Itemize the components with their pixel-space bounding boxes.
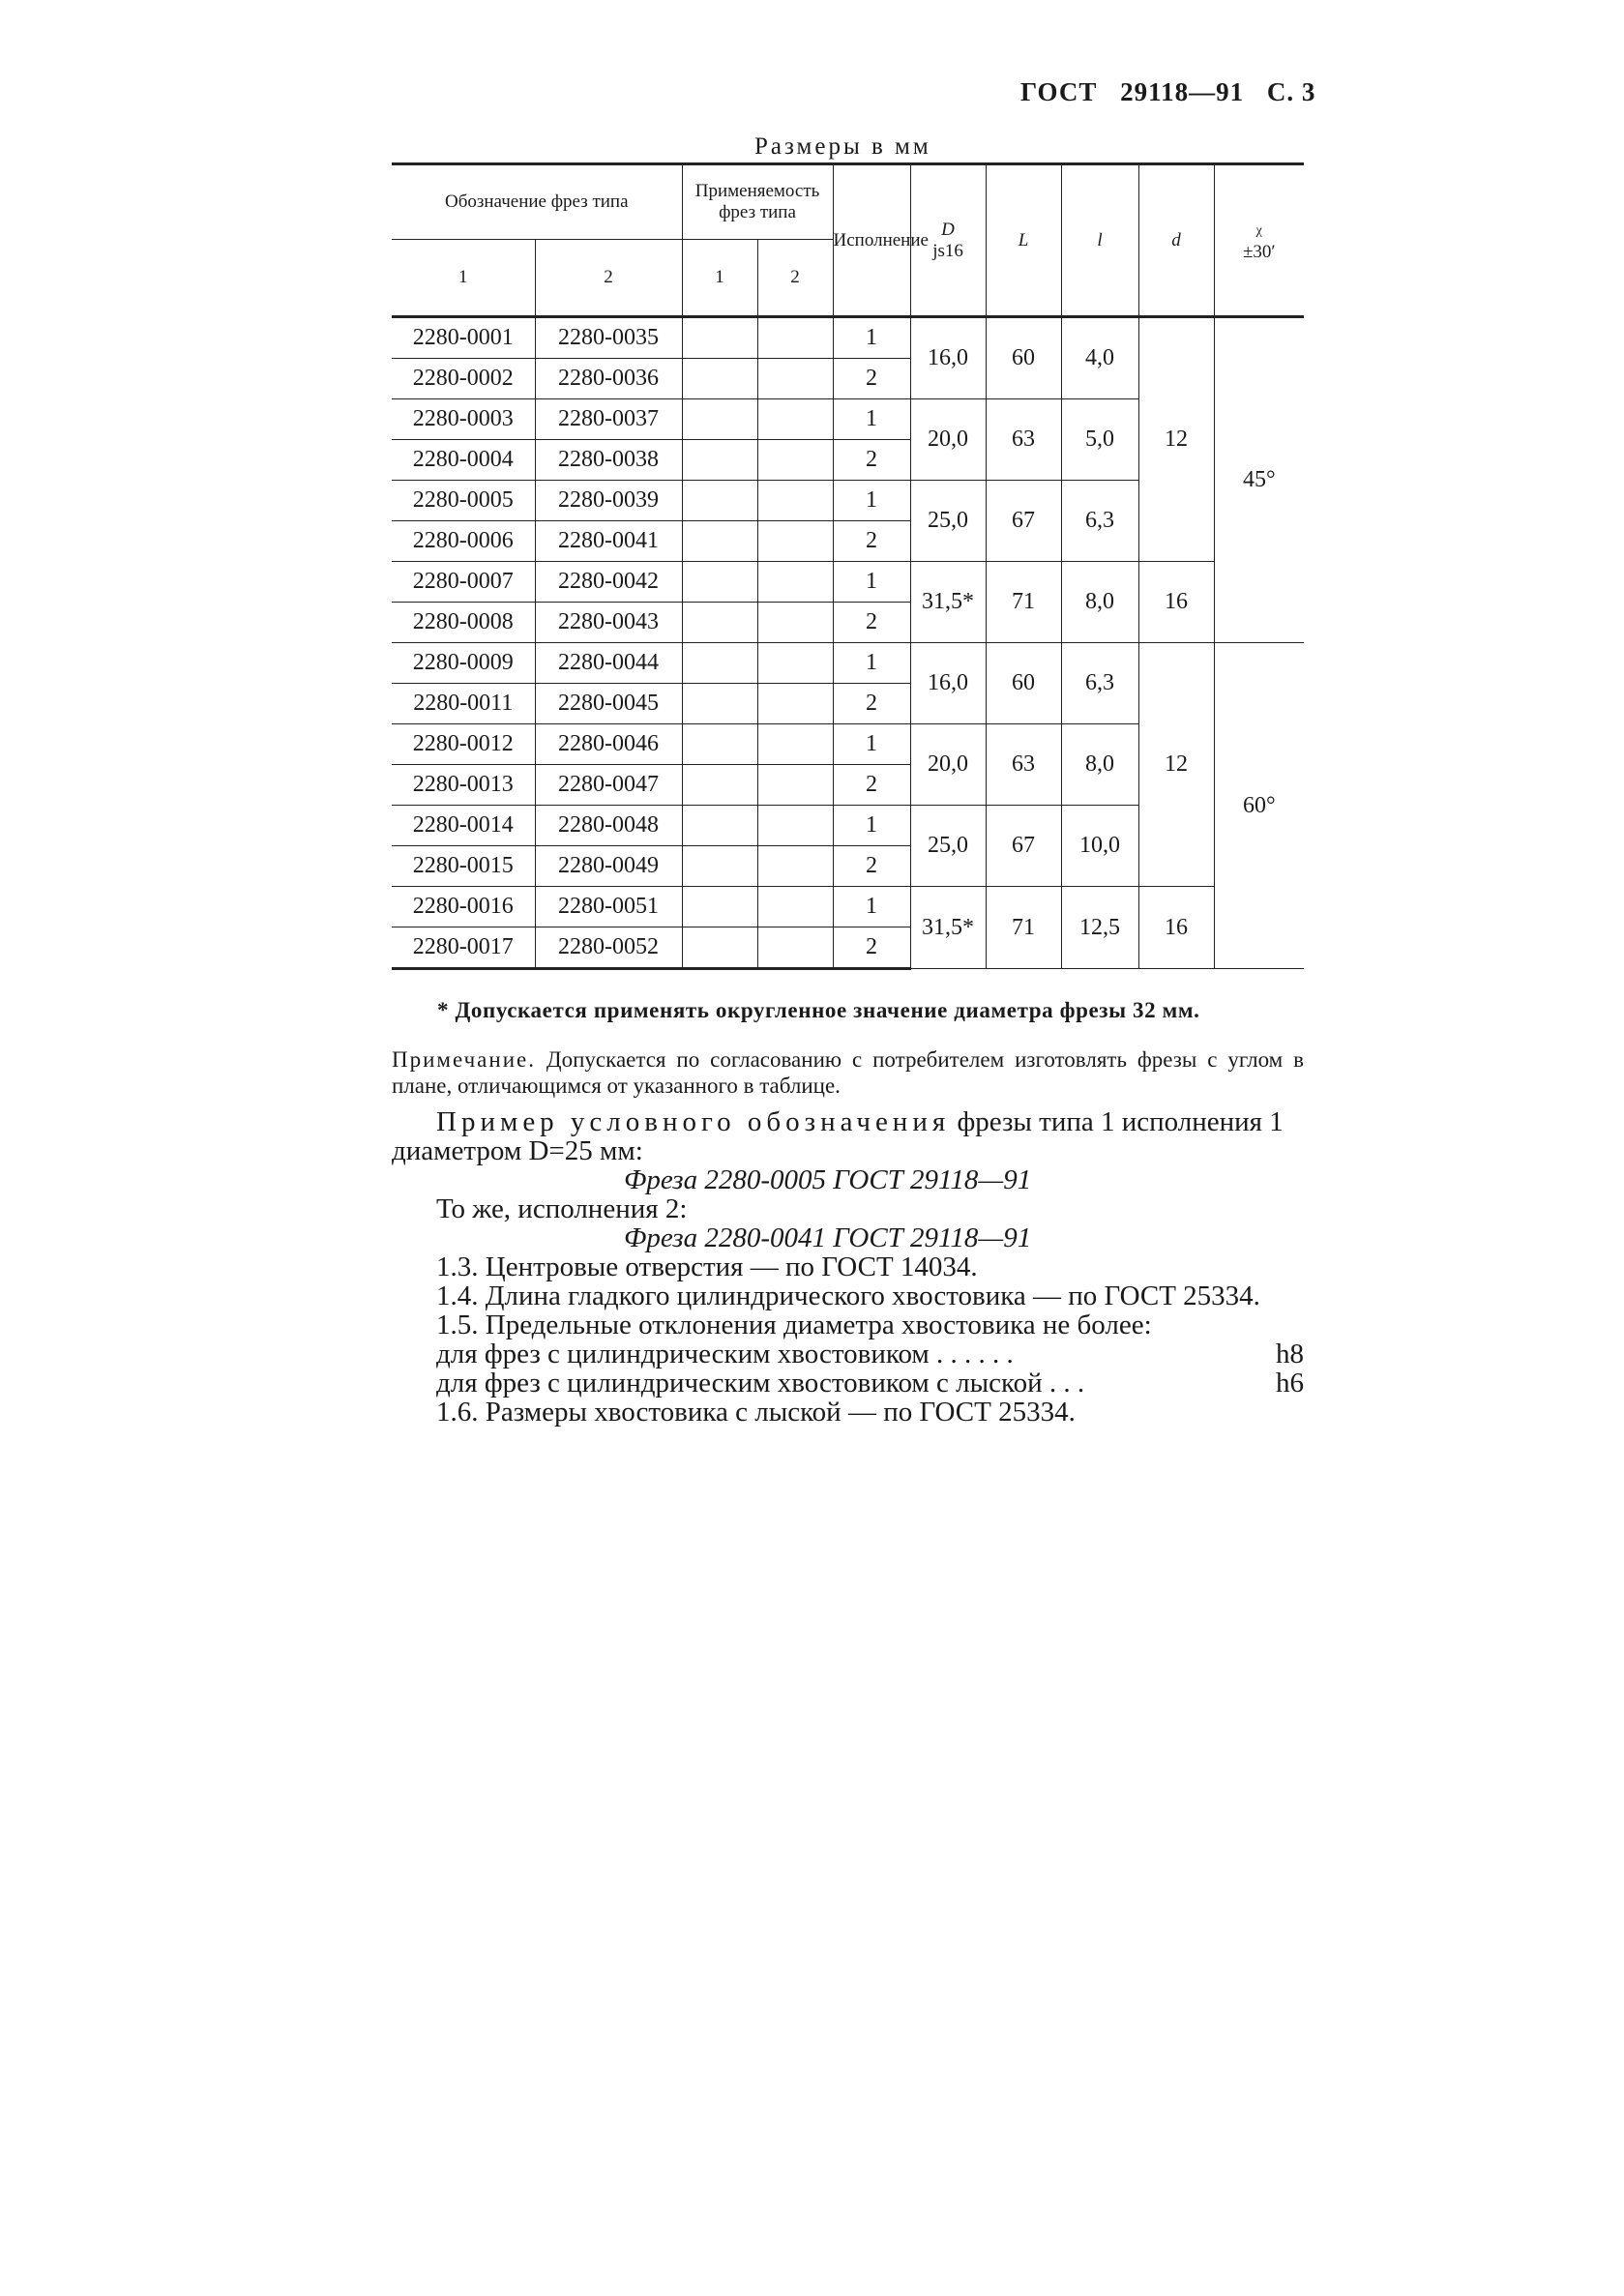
cell-applicability-type-2 — [757, 684, 833, 724]
cell-designation-type-2: 2280-0037 — [535, 399, 682, 440]
cell-angle: 45° — [1214, 317, 1304, 643]
cell-version: 1 — [833, 724, 910, 765]
cell-applicability-type-1 — [682, 603, 757, 643]
cell-D: 20,0 — [910, 724, 986, 806]
cell-designation-type-1: 2280-0009 — [392, 643, 535, 684]
cell-l: 4,0 — [1061, 317, 1138, 399]
cell-version: 1 — [833, 887, 910, 927]
cell-d: 16 — [1138, 562, 1214, 643]
cell-designation-type-1: 2280-0007 — [392, 562, 535, 603]
cell-version: 1 — [833, 317, 910, 359]
cell-applicability-type-1 — [682, 317, 757, 359]
cell-D: 20,0 — [910, 399, 986, 481]
header-l — [1061, 164, 1138, 317]
table-row — [392, 887, 1304, 927]
cell-version: 2 — [833, 846, 910, 887]
cell-applicability-type-1 — [682, 806, 757, 846]
cell-applicability-type-1 — [682, 643, 757, 684]
cell-d: 12 — [1138, 317, 1214, 562]
cell-designation-type-1: 2280-0008 — [392, 603, 535, 643]
cell-applicability-type-1 — [682, 927, 757, 969]
header-L-symbol: L — [1018, 229, 1029, 250]
tolerance-row-cylindrical — [392, 1339, 1304, 1369]
cell-applicability-type-1 — [682, 846, 757, 887]
cell-designation-type-1: 2280-0013 — [392, 765, 535, 806]
clause-1-5: 1.5. Предельные отклонения диаметра хвостовика не более: — [436, 1310, 1152, 1340]
cell-applicability-type-1 — [682, 440, 757, 481]
page-header — [1020, 77, 1331, 107]
cell-designation-type-2: 2280-0038 — [535, 440, 682, 481]
cell-D: 31,5* — [910, 887, 986, 969]
header-app-type-1: 1 — [682, 240, 757, 317]
header-D-tolerance: js16 — [932, 240, 963, 261]
cell-D: 16,0 — [910, 317, 986, 399]
cell-designation-type-1: 2280-0017 — [392, 927, 535, 969]
cell-L: 60 — [986, 643, 1061, 724]
cell-L: 71 — [986, 562, 1061, 643]
header-D-symbol: D — [941, 219, 955, 240]
cell-L: 67 — [986, 481, 1061, 562]
cell-applicability-type-2 — [757, 603, 833, 643]
cell-version: 2 — [833, 440, 910, 481]
cell-applicability-type-2 — [757, 806, 833, 846]
cell-applicability-type-2 — [757, 399, 833, 440]
dimensions-table — [392, 162, 1304, 970]
cell-designation-type-1: 2280-0002 — [392, 359, 535, 399]
cell-designation-type-2: 2280-0045 — [535, 684, 682, 724]
header-page: С. 3 — [1266, 77, 1316, 106]
cell-d: 16 — [1138, 887, 1214, 969]
cell-designation-type-2: 2280-0046 — [535, 724, 682, 765]
cell-version: 1 — [833, 806, 910, 846]
cell-l: 6,3 — [1061, 643, 1138, 724]
tolerance-label-flat: для фрез с цилиндрическим хвостовиком с лыской . . . — [436, 1368, 1085, 1398]
cell-l: 10,0 — [1061, 806, 1138, 887]
header-l-symbol: l — [1097, 229, 1103, 250]
cell-applicability-type-2 — [757, 359, 833, 399]
footnote: * Допускается применять округленное значение диаметра фрезы 32 мм. — [437, 998, 1200, 1022]
cell-designation-type-1: 2280-0014 — [392, 806, 535, 846]
cell-version: 1 — [833, 562, 910, 603]
cell-D: 25,0 — [910, 481, 986, 562]
header-design-type-2: 2 — [535, 240, 682, 317]
table-row — [392, 317, 1304, 359]
cell-applicability-type-1 — [682, 765, 757, 806]
cell-designation-type-1: 2280-0006 — [392, 521, 535, 562]
clause-1-4: 1.4. Длина гладкого цилиндрического хвостовика — по ГОСТ 25334. — [436, 1280, 1260, 1311]
clause-1-3: 1.3. Центровые отверстия — по ГОСТ 14034. — [436, 1251, 978, 1282]
cell-designation-type-2: 2280-0041 — [535, 521, 682, 562]
cell-designation-type-2: 2280-0039 — [535, 481, 682, 521]
cell-designation-type-2: 2280-0042 — [535, 562, 682, 603]
cell-designation-type-2: 2280-0035 — [535, 317, 682, 359]
tolerance-row-flat — [392, 1369, 1304, 1398]
designation-example-2: Фреза 2280-0041 ГОСТ 29118—91 — [624, 1222, 1032, 1253]
cell-designation-type-1: 2280-0005 — [392, 481, 535, 521]
example-intro-spaced: Пример условного обозначения — [436, 1106, 951, 1137]
designation-example-1: Фреза 2280-0005 ГОСТ 29118—91 — [624, 1164, 1032, 1195]
cell-L: 71 — [986, 887, 1061, 969]
cell-D: 31,5* — [910, 562, 986, 643]
cell-L: 67 — [986, 806, 1061, 887]
note — [392, 1046, 1304, 1099]
cell-designation-type-2: 2280-0043 — [535, 603, 682, 643]
tolerance-label-cylindrical: для фрез с цилиндрическим хвостовиком . . . . . . — [436, 1339, 1014, 1369]
cell-applicability-type-1 — [682, 521, 757, 562]
cell-version: 1 — [833, 643, 910, 684]
header-angle-tolerance: ±30′ — [1242, 241, 1276, 262]
cell-designation-type-1: 2280-0016 — [392, 887, 535, 927]
cell-designation-type-2: 2280-0051 — [535, 887, 682, 927]
cell-l: 6,3 — [1061, 481, 1138, 562]
cell-version: 2 — [833, 765, 910, 806]
cell-applicability-type-2 — [757, 481, 833, 521]
cell-L: 63 — [986, 399, 1061, 481]
header-version: Исполнение — [833, 164, 910, 317]
cell-l: 8,0 — [1061, 562, 1138, 643]
header-number: 29118—91 — [1120, 77, 1245, 106]
cell-l: 8,0 — [1061, 724, 1138, 806]
example-intro-rest: фрезы типа 1 исполнения 1 диаметром D=25 мм: — [392, 1106, 1284, 1166]
cell-designation-type-1: 2280-0011 — [392, 684, 535, 724]
cell-applicability-type-1 — [682, 359, 757, 399]
cell-version: 2 — [833, 603, 910, 643]
cell-L: 63 — [986, 724, 1061, 806]
cell-applicability-type-2 — [757, 643, 833, 684]
cell-D: 25,0 — [910, 806, 986, 887]
header-app-type-2: 2 — [757, 240, 833, 317]
cell-designation-type-1: 2280-0012 — [392, 724, 535, 765]
header-d — [1138, 164, 1214, 317]
cell-applicability-type-1 — [682, 724, 757, 765]
header-design-type-1: 1 — [392, 240, 535, 317]
cell-version: 2 — [833, 927, 910, 969]
units-caption: Размеры в мм — [754, 133, 931, 160]
cell-D: 16,0 — [910, 643, 986, 724]
cell-version: 1 — [833, 399, 910, 440]
cell-designation-type-2: 2280-0036 — [535, 359, 682, 399]
cell-applicability-type-2 — [757, 927, 833, 969]
cell-applicability-type-2 — [757, 724, 833, 765]
clause-1-6: 1.6. Размеры хвостовика с лыской — по ГОСТ 25334. — [436, 1397, 1076, 1428]
cell-applicability-type-1 — [682, 562, 757, 603]
cell-applicability-type-2 — [757, 562, 833, 603]
cell-d: 12 — [1138, 643, 1214, 887]
same-version-2: То же, исполнения 2: — [436, 1193, 688, 1224]
cell-designation-type-1: 2280-0003 — [392, 399, 535, 440]
table-row — [392, 562, 1304, 603]
header-standard: ГОСТ — [1020, 77, 1098, 106]
cell-designation-type-1: 2280-0001 — [392, 317, 535, 359]
cell-applicability-type-2 — [757, 521, 833, 562]
cell-designation-type-1: 2280-0015 — [392, 846, 535, 887]
cell-version: 1 — [833, 481, 910, 521]
cell-applicability-type-1 — [682, 481, 757, 521]
cell-version: 2 — [833, 359, 910, 399]
header-angle-symbol: χ — [1255, 222, 1262, 238]
cell-designation-type-2: 2280-0049 — [535, 846, 682, 887]
note-text: Допускается по согласованию с потребителем изготовлять фрезы с углом в плане, отличающимся от указанного в таблице. — [392, 1047, 1305, 1098]
cell-designation-type-2: 2280-0047 — [535, 765, 682, 806]
dimensions-table-wrap — [392, 162, 1304, 970]
header-applicability-group: Применяемость фрез типа — [682, 164, 833, 240]
cell-applicability-type-1 — [682, 887, 757, 927]
cell-applicability-type-2 — [757, 846, 833, 887]
header-L — [986, 164, 1061, 317]
cell-applicability-type-2 — [757, 887, 833, 927]
note-label: Примечание. — [392, 1047, 536, 1072]
tolerance-value-cylindrical: h8 — [1276, 1339, 1304, 1369]
header-angle — [1214, 164, 1304, 317]
body-text — [392, 1107, 1304, 1427]
tolerance-value-flat: h6 — [1276, 1368, 1304, 1398]
cell-angle: 60° — [1214, 643, 1304, 969]
cell-applicability-type-2 — [757, 440, 833, 481]
table-row — [392, 643, 1304, 684]
header-d-symbol: d — [1171, 229, 1181, 250]
header-designation-group: Обозначение фрез типа — [392, 164, 682, 240]
cell-version: 2 — [833, 684, 910, 724]
cell-applicability-type-2 — [757, 765, 833, 806]
cell-designation-type-2: 2280-0052 — [535, 927, 682, 969]
cell-designation-type-2: 2280-0044 — [535, 643, 682, 684]
cell-l: 12,5 — [1061, 887, 1138, 969]
cell-designation-type-2: 2280-0048 — [535, 806, 682, 846]
cell-version: 2 — [833, 521, 910, 562]
cell-L: 60 — [986, 317, 1061, 399]
cell-applicability-type-2 — [757, 317, 833, 359]
cell-applicability-type-1 — [682, 684, 757, 724]
example-intro — [392, 1107, 1304, 1165]
cell-designation-type-1: 2280-0004 — [392, 440, 535, 481]
cell-l: 5,0 — [1061, 399, 1138, 481]
cell-applicability-type-1 — [682, 399, 757, 440]
table-body — [392, 317, 1304, 969]
